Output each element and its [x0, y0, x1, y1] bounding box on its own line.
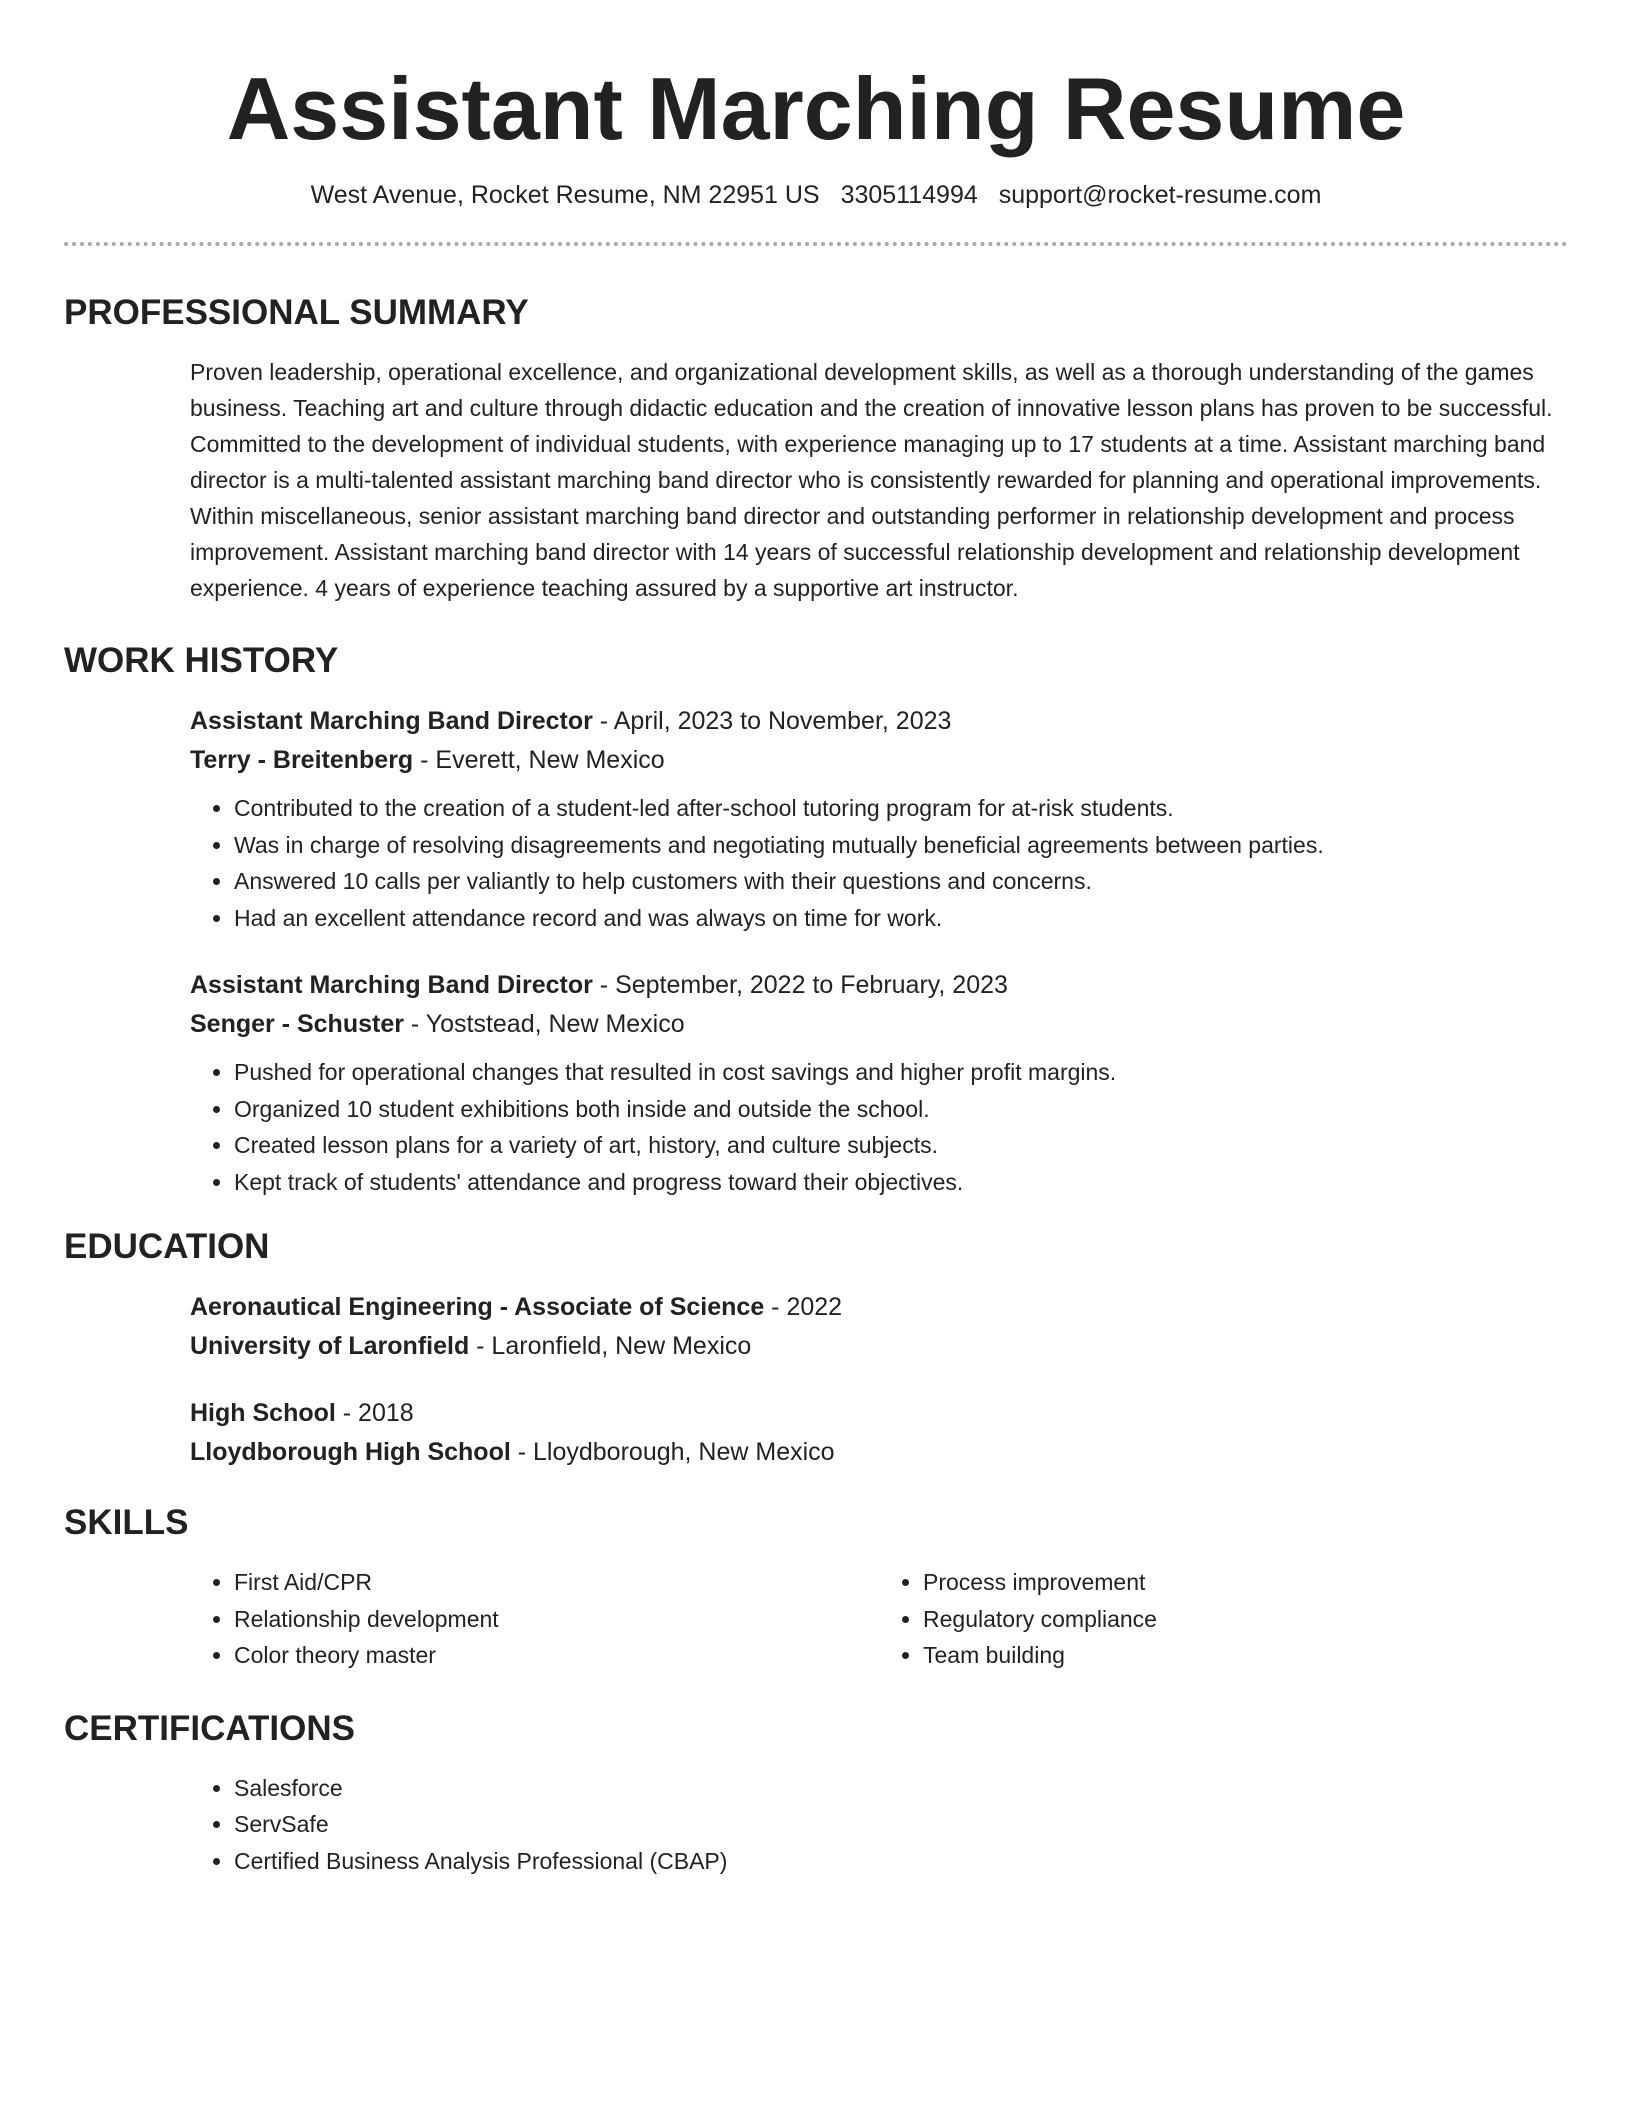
job-position: Assistant Marching Band Director: [190, 707, 593, 736]
work-section: [190, 702, 1568, 1200]
education-degree: High School: [190, 1399, 336, 1428]
section-title-skills: SKILLS: [64, 1503, 189, 1543]
resume-title: Assistant Marching Resume: [226, 59, 1406, 158]
skill-item: • First Aid/CPR: [234, 1564, 879, 1601]
job-bullets: [190, 1054, 1568, 1200]
certifications-section: [190, 1770, 1568, 1880]
job-bullet: • Created lesson plans for a variety of art, history, and culture subjects.: [234, 1127, 1568, 1164]
job-company: Senger - Schuster: [190, 1010, 404, 1039]
job-bullet: • Had an excellent attendance record and was always on time for work.: [234, 900, 1568, 937]
contact-address: West Avenue, Rocket Resume, NM 22951 US: [310, 181, 820, 210]
job-location: - Everett, New Mexico: [413, 746, 665, 775]
skill-item: • Team building: [923, 1637, 1568, 1674]
education-entry: [190, 1288, 1568, 1366]
header-divider: [64, 242, 1568, 246]
job-location: - Yoststead, New Mexico: [403, 1010, 685, 1039]
job-entry: [190, 702, 1568, 936]
education-school-line: [190, 1327, 1568, 1366]
job-dates: - September, 2022 to February, 2023: [592, 971, 1008, 1000]
contact-phone: 3305114994: [840, 181, 978, 210]
section-title-work: WORK HISTORY: [64, 641, 339, 681]
skill-item: • Regulatory compliance: [923, 1601, 1568, 1638]
job-bullet: • Answered 10 calls per valiantly to help customers with their questions and concerns.: [234, 863, 1568, 900]
skills-section: [190, 1564, 1568, 1674]
job-bullet: • Organized 10 student exhibitions both inside and outside the school.: [234, 1091, 1568, 1128]
contact-line: [64, 181, 1568, 210]
education-location: - Lloydborough, New Mexico: [510, 1438, 835, 1467]
skills-list-left: [190, 1564, 879, 1674]
job-position-line: [190, 702, 1568, 741]
education-school: University of Laronfield: [190, 1332, 470, 1361]
skill-item: • Relationship development: [234, 1601, 879, 1638]
summary-section: [190, 354, 1568, 606]
job-bullet: • Kept track of students' attendance and progress toward their objectives.: [234, 1164, 1568, 1201]
job-bullets: [190, 790, 1568, 936]
skills-list-right: [879, 1564, 1568, 1674]
job-company-line: [190, 741, 1568, 780]
certifications-list: [190, 1770, 1568, 1880]
job-bullet: • Contributed to the creation of a student-led after-school tutoring program for at-risk students.: [234, 790, 1568, 827]
education-degree-line: [190, 1394, 1568, 1433]
education-school-line: [190, 1433, 1568, 1472]
job-position-line: [190, 966, 1568, 1005]
certification-item: • ServSafe: [234, 1806, 1568, 1843]
skill-item: • Process improvement: [923, 1564, 1568, 1601]
job-entry: [190, 966, 1568, 1200]
job-dates: - April, 2023 to November, 2023: [592, 707, 952, 736]
job-company: Terry - Breitenberg: [190, 746, 414, 775]
section-title-summary: PROFESSIONAL SUMMARY: [64, 293, 529, 333]
skill-item: • Color theory master: [234, 1637, 879, 1674]
education-year: - 2018: [335, 1399, 414, 1428]
education-school: Lloydborough High School: [190, 1438, 511, 1467]
certification-item: • Salesforce: [234, 1770, 1568, 1807]
education-degree: Aeronautical Engineering - Associate of Science: [190, 1293, 765, 1322]
job-bullet: • Pushed for operational changes that resulted in cost savings and higher profit margins.: [234, 1054, 1568, 1091]
education-degree-line: [190, 1288, 1568, 1327]
job-bullet: • Was in charge of resolving disagreements and negotiating mutually beneficial agreements between parties.: [234, 827, 1568, 864]
education-location: - Laronfield, New Mexico: [469, 1332, 752, 1361]
resume-page: [64, 0, 1568, 1879]
job-position: Assistant Marching Band Director: [190, 971, 593, 1000]
job-company-line: [190, 1005, 1568, 1044]
section-title-education: EDUCATION: [64, 1227, 270, 1267]
education-year: - 2022: [764, 1293, 843, 1322]
summary-text: Proven leadership, operational excellence, and organizational development skills, as well as a thorough understanding of the games business. Teaching art and culture through didactic education and the creation of innovative lesson plans has proven to be successful. Committed to the development of individual students, with experience managing up to 17 students at a time. Assistant marching band director is a multi-talented assistant marching band director who is consistently rewarded for planning and operational improvements. Within miscellaneous, senior assistant marching band director and outstanding performer in relationship development and process improvement. Assistant marching band director with 14 years of successful relationship development and relationship development experience. 4 years of experience teaching assured by a supportive art instructor.: [190, 359, 1553, 602]
certification-item: • Certified Business Analysis Professional (CBAP): [234, 1843, 1568, 1880]
education-section: [190, 1288, 1568, 1472]
contact-email: support@rocket-resume.com: [998, 181, 1322, 210]
education-entry: [190, 1394, 1568, 1472]
section-title-certifications: CERTIFICATIONS: [64, 1708, 356, 1748]
